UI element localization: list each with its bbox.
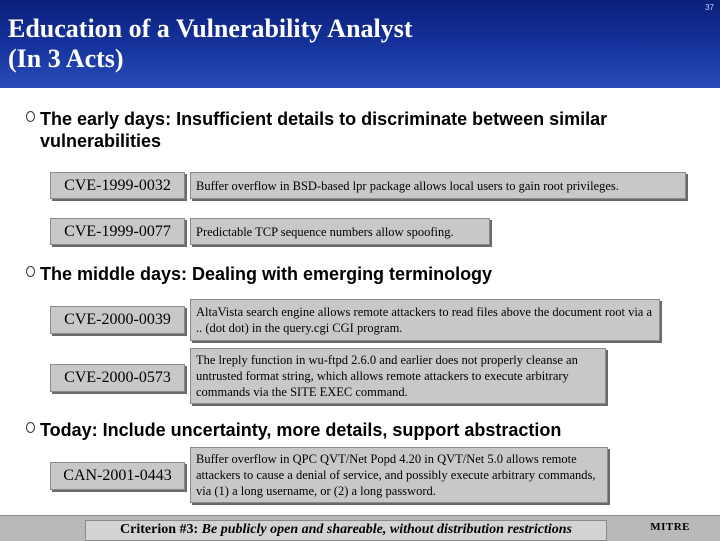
cve-description-box: Buffer overflow in QPC QVT/Net Popd 4.20 in QVT/Net 5.0 allows remote attackers to cause a denial of service, and possibly execute arbitrary commands, via (1) a long username, or (2) a long password. bbox=[190, 447, 608, 503]
bullet-text: Today: Include uncertainty, more details, support abstraction bbox=[40, 420, 562, 440]
bullet-text: The middle days: Dealing with emerging terminology bbox=[40, 264, 493, 284]
criterion-box bbox=[85, 520, 607, 541]
cve-id-box: CAN-2001-0443 bbox=[50, 462, 185, 490]
criterion-text: Be publicly open and shareable, without distribution restrictions bbox=[201, 522, 572, 537]
footer-bar bbox=[0, 515, 720, 541]
mitre-logo: MITRE bbox=[650, 521, 690, 533]
bullet-circle-icon bbox=[26, 111, 35, 122]
slide-title bbox=[8, 14, 413, 74]
slide-title-line-2: (In 3 Acts) bbox=[8, 44, 124, 73]
cve-description-box: Buffer overflow in BSD-based lpr package allows local users to gain root privileges. bbox=[190, 172, 686, 199]
cve-description-box: AltaVista search engine allows remote attackers to read files above the document root via a .. (dot dot) in the query.cgi CGI program. bbox=[190, 299, 660, 341]
criterion-label: Criterion #3: bbox=[120, 522, 202, 537]
cve-id-box: CVE-2000-0039 bbox=[50, 306, 185, 334]
cve-id-box: CVE-2000-0573 bbox=[50, 364, 185, 392]
bullet-text: The early days: Insufficient details to discriminate between similar vulnerabilities bbox=[40, 109, 608, 151]
cve-id-box: CVE-1999-0077 bbox=[50, 218, 185, 245]
title-banner bbox=[0, 0, 720, 88]
bullet-circle-icon bbox=[26, 266, 35, 277]
cve-description-box: Predictable TCP sequence numbers allow spoofing. bbox=[190, 218, 490, 245]
bullet-circle-icon bbox=[26, 422, 35, 433]
cve-description-box: The lreply function in wu-ftpd 2.6.0 and earlier does not properly cleanse an untrusted format string, which allows remote attackers to execute arbitrary commands via the SITE EXEC command. bbox=[190, 348, 606, 404]
cve-id-box: CVE-1999-0032 bbox=[50, 172, 185, 199]
page-number: 37 bbox=[705, 3, 714, 12]
slide-title-line-1: Education of a Vulnerability Analyst bbox=[8, 14, 413, 43]
